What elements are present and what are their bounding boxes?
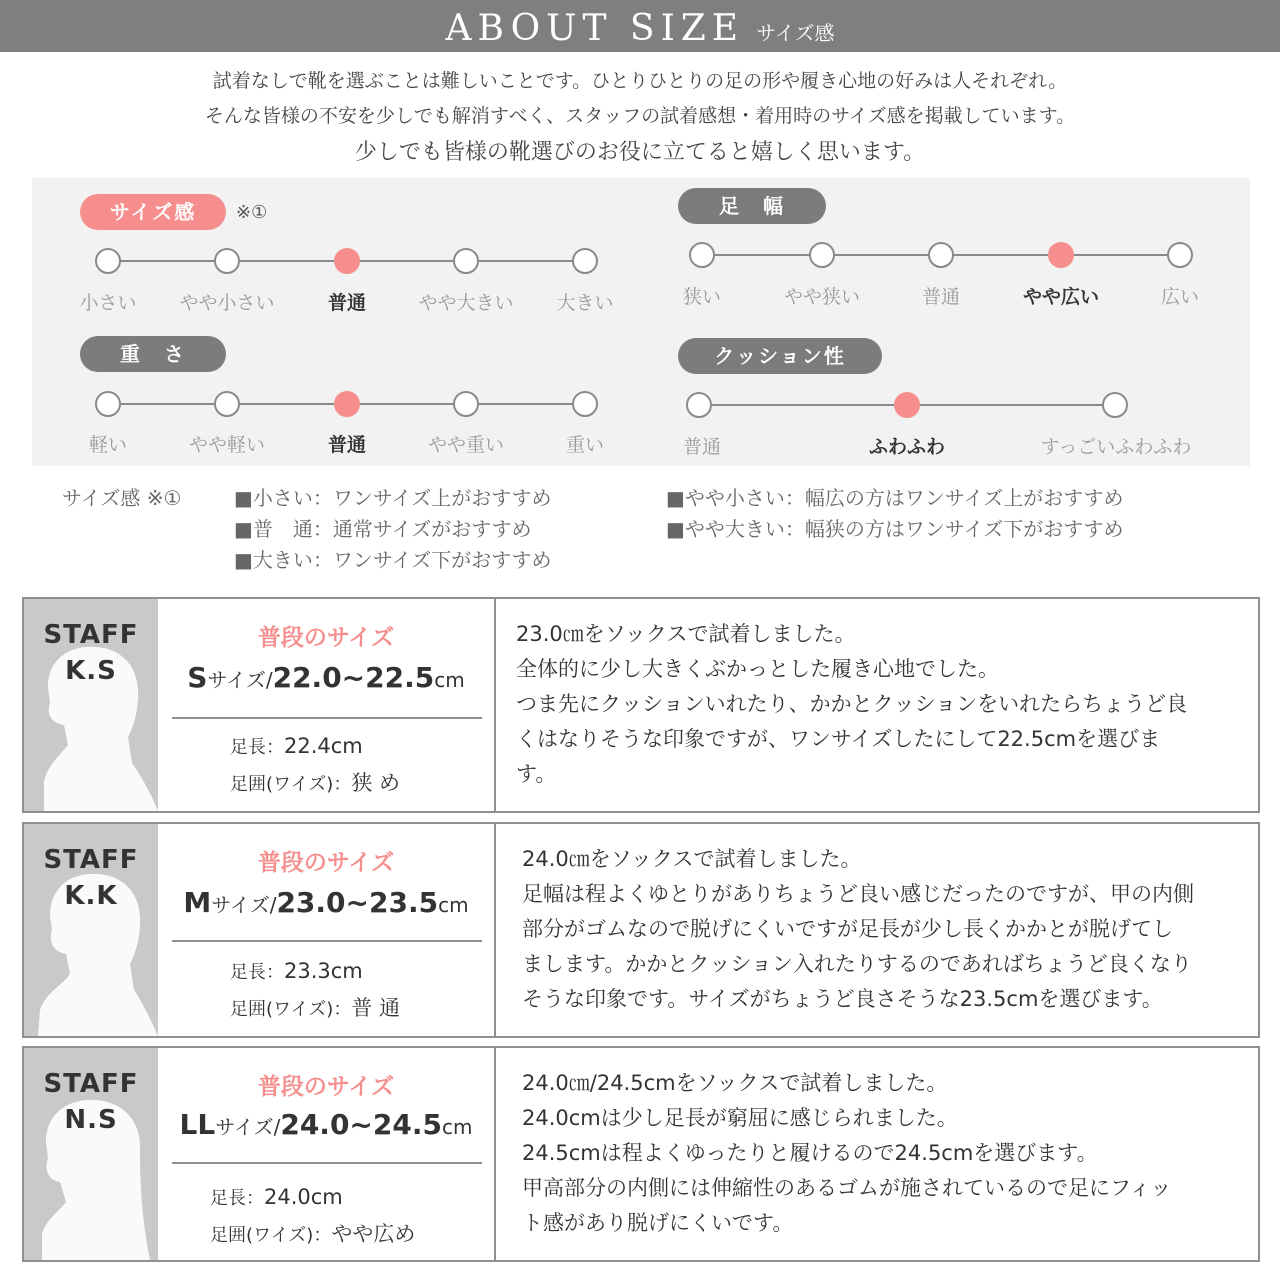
cushion-dot-1 bbox=[686, 392, 712, 418]
width-dot-2 bbox=[809, 242, 835, 268]
attributes-panel bbox=[32, 178, 1250, 466]
weight-dot-3-selected bbox=[334, 391, 360, 417]
card-divider-line bbox=[172, 717, 482, 719]
note-right-1: ■やや小さい：幅広の方はワンサイズ上がおすすめ bbox=[666, 486, 1124, 510]
notes-heading: サイズ感 ※① bbox=[62, 486, 182, 510]
header-subtitle: サイズ感 bbox=[756, 21, 835, 45]
weight-dot-4 bbox=[453, 391, 479, 417]
staff-card-ks bbox=[22, 597, 1260, 813]
usual-size-value: Sサイズ/22.0~22.5cm bbox=[187, 661, 465, 694]
width-label-5: 広い bbox=[1160, 286, 1200, 308]
staff-comment: 24.0㎝をソックスで試着しました。 足幅は程よくゆとりがありちょうど良い感じだったのですが、甲の内側 部分がゴムなので脱げにくいですが足長が少し長くかかとが脱げてし まします。かかとクッション入れたりするのであればちょうど良くなり そうな印象です。サイズがちょうど良さそうな23.5cmを選びます。 bbox=[522, 847, 1194, 1011]
staff-label: STAFF N.S bbox=[43, 1069, 139, 1135]
weight-dot-5 bbox=[572, 391, 598, 417]
usual-size-heading: 普段のサイズ bbox=[257, 1074, 395, 1100]
width-dot-4-selected bbox=[1048, 242, 1074, 268]
foot-width: 足囲(ワイズ)：やや広め bbox=[210, 1222, 416, 1246]
note-left-1: ■小さい：ワンサイズ上がおすすめ bbox=[234, 486, 552, 510]
card-divider-line bbox=[172, 1162, 482, 1164]
width-dot-5 bbox=[1167, 242, 1193, 268]
size-label-1: 小さい bbox=[79, 292, 137, 314]
usual-size-value: Mサイズ/23.0~23.5cm bbox=[183, 886, 469, 919]
staff-label: STAFF K.S bbox=[43, 620, 139, 686]
size-dot-2 bbox=[214, 248, 240, 274]
width-label-3: 普通 bbox=[921, 286, 961, 308]
size-label-4: やや大きい bbox=[418, 292, 514, 314]
cushion-label-1: 普通 bbox=[682, 436, 722, 458]
staff-card-ns bbox=[22, 1046, 1260, 1262]
card-divider-line bbox=[172, 940, 482, 942]
width-dot-1 bbox=[689, 242, 715, 268]
usual-size-value: LLサイズ/24.0~24.5cm bbox=[179, 1108, 473, 1141]
size-dot-1 bbox=[95, 248, 121, 274]
intro-line-1: 試着なしで靴を選ぶことは難しいことです。ひとりひとりの足の形や履き心地の好みは人それぞれ。 bbox=[212, 70, 1068, 92]
header-banner bbox=[0, 0, 1280, 52]
weight-dot-1 bbox=[95, 391, 121, 417]
weight-pill: 重 さ bbox=[80, 336, 226, 372]
weight-label-5: 重い bbox=[565, 434, 605, 456]
staff-label: STAFF K.K bbox=[43, 845, 139, 911]
cushion-pill: クッション性 bbox=[678, 338, 882, 374]
cushion-dot-3 bbox=[1102, 392, 1128, 418]
usual-size-heading: 普段のサイズ bbox=[257, 850, 395, 876]
staff-comment: 23.0㎝をソックスで試着しました。 全体的に少し大きくぶかっとした履き心地でした。 つま先にクッションいれたり、かかとクッションをいれたらちょうど良 くはなりそうな印象ですが、ワンサイズしたにして22.5cmを選びま す。 bbox=[516, 622, 1188, 786]
width-label-2: やや狭い bbox=[783, 286, 861, 308]
cushion-dot-2-selected bbox=[894, 392, 920, 418]
weight-label-1: 軽い bbox=[88, 434, 128, 456]
intro-line-3: 少しでも皆様の靴選びのお役に立てると嬉しく思います。 bbox=[354, 140, 926, 165]
header-title: ABOUT SIZE bbox=[445, 8, 745, 49]
size-dot-4 bbox=[453, 248, 479, 274]
usual-size-heading: 普段のサイズ bbox=[257, 625, 395, 651]
weight-dot-2 bbox=[214, 391, 240, 417]
width-label-1: 狭い bbox=[682, 286, 722, 308]
size-pill: サイズ感 bbox=[80, 194, 226, 230]
size-note-mark: ※① bbox=[236, 202, 268, 223]
size-label-3: 普通 bbox=[327, 292, 367, 314]
cushion-label-3: すっごいふわふわ bbox=[1040, 436, 1192, 458]
foot-width: 足囲(ワイズ)：普 通 bbox=[230, 996, 401, 1020]
foot-length: 足長：24.0cm bbox=[210, 1185, 343, 1209]
weight-label-2: やや軽い bbox=[188, 434, 266, 456]
width-pill: 足 幅 bbox=[678, 188, 826, 224]
width-dot-3 bbox=[928, 242, 954, 268]
staff-card-kk bbox=[22, 822, 1260, 1038]
card-column-divider bbox=[494, 824, 496, 1036]
weight-label-3: 普通 bbox=[327, 434, 367, 456]
staff-comment: 24.0㎝/24.5cmをソックスで試着しました。 24.0cmは少し足長が窮屈に感じられました。 24.5cmは程よくゆったりと履けるので24.5cmを選びます。 甲高部分の内側には伸縮性のあるゴムが施されているので足にフィッ ト感があり脱げにくいです。 bbox=[522, 1071, 1172, 1235]
size-dot-3-selected bbox=[334, 248, 360, 274]
cushion-label-2: ふわふわ bbox=[868, 436, 946, 458]
intro-line-2: そんな皆様の不安を少しでも解消すべく、スタッフの試着感想・着用時のサイズ感を掲載しています。 bbox=[204, 105, 1076, 127]
note-right-2: ■やや大きい：幅狭の方はワンサイズ下がおすすめ bbox=[666, 517, 1124, 541]
foot-width: 足囲(ワイズ)：狭 め bbox=[230, 771, 401, 795]
weight-label-4: やや重い bbox=[427, 434, 505, 456]
foot-length: 足長：22.4cm bbox=[230, 734, 363, 758]
note-left-2: ■普 通：通常サイズがおすすめ bbox=[234, 517, 532, 541]
card-column-divider bbox=[494, 599, 496, 811]
size-label-5: 大きい bbox=[556, 292, 614, 314]
card-column-divider bbox=[494, 1048, 496, 1260]
foot-length: 足長：23.3cm bbox=[230, 959, 363, 983]
size-dot-5 bbox=[572, 248, 598, 274]
width-label-4: やや広い bbox=[1022, 286, 1100, 308]
note-left-3: ■大きい：ワンサイズ下がおすすめ bbox=[234, 548, 552, 572]
size-label-2: やや小さい bbox=[179, 292, 275, 314]
